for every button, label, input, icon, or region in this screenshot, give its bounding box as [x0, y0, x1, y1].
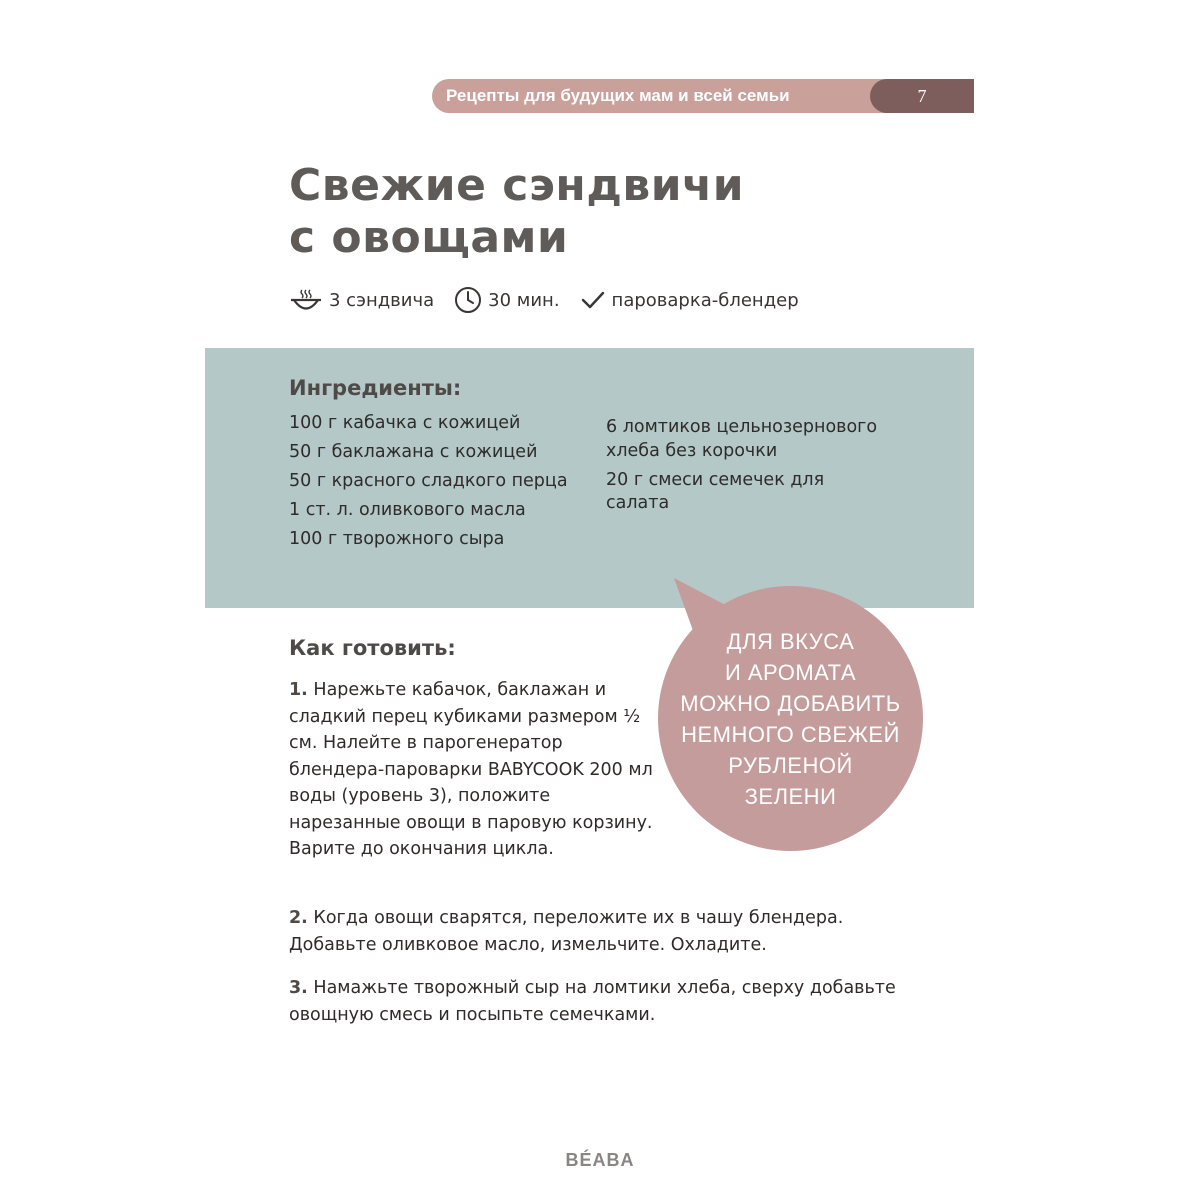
ingredients-title: Ингредиенты:: [289, 376, 462, 400]
cook-time-label: 30 мин.: [488, 289, 560, 311]
method-step: [289, 677, 659, 863]
step-text: Намажьте творожный сыр на ломтики хлеба, сверху добавьте овощную смесь и посыпьте семечками.: [289, 978, 896, 1025]
recipe-title-line-1: Свежие сэндвичи: [289, 160, 745, 211]
ingredient-item: 50 г красного сладкого перца: [289, 471, 568, 491]
page-number: 7: [917, 86, 927, 106]
appliance: [580, 289, 799, 311]
step-text: Нарежьте кабачок, баклажан и сладкий перец кубиками размером ½ см. Налейте в парогенератор блендера-пароварки BABYCOOK 200 мл воды (уровень 3), положите нарезанные овощи в паровую корзину. Варите до окончания цикла.: [289, 680, 653, 859]
checkmark-icon: [580, 289, 606, 311]
method-step: [289, 975, 929, 1028]
servings-label: 3 сэндвича: [329, 289, 435, 311]
ingredients-panel: [205, 348, 974, 608]
ingredient-item: 50 г баклажана с кожицей: [289, 442, 538, 462]
recipe-title-line-2: с овощами: [289, 212, 569, 263]
step-text: Когда овощи сварятся, переложите их в чашу блендера. Добавьте оливковое масло, измельчите. Охладите.: [289, 908, 844, 955]
recipe-meta: [289, 284, 819, 316]
bowl-steam-icon: [289, 287, 323, 313]
beaba-logo: BÉABA: [565, 1150, 635, 1170]
header-bar: [432, 79, 974, 113]
tip-line: ЗЕЛЕНИ: [744, 784, 837, 809]
clock-icon: [454, 286, 482, 314]
ingredient-item: 1 ст. л. оливкового масла: [289, 500, 526, 520]
header-title: Рецепты для будущих мам и всей семьи: [446, 86, 790, 105]
tip-line: И АРОМАТА: [724, 660, 857, 685]
tip-line: РУБЛЕНОЙ: [728, 753, 853, 778]
tip-line: НЕМНОГО СВЕЖЕЙ: [681, 722, 900, 747]
page-number-box: [870, 79, 974, 113]
tip-text: [658, 626, 923, 812]
ingredients-list-left: [289, 412, 589, 557]
step-number: 2.: [289, 908, 308, 928]
ingredient-item: 100 г творожного сыра: [289, 529, 505, 549]
ingredient-item: 100 г кабачка с кожицей: [289, 413, 521, 433]
tip-line: МОЖНО ДОБАВИТЬ: [680, 691, 901, 716]
appliance-label: пароварка-блендер: [611, 289, 799, 311]
step-number: 3.: [289, 978, 308, 998]
ingredients-list-right: [606, 416, 886, 521]
method-step: [289, 905, 929, 958]
servings: [289, 287, 434, 313]
ingredient-item: 20 г смеси семечек для салата: [606, 469, 825, 513]
method-title: Как готовить:: [289, 636, 456, 660]
ingredient-item: 6 ломтиков цельнозернового хлеба без корочки: [606, 417, 878, 461]
step-number: 1.: [289, 680, 308, 700]
cook-time: [454, 286, 559, 314]
tip-line: ДЛЯ ВКУСА: [726, 629, 855, 654]
recipe-title: [289, 160, 744, 264]
tip-bubble: [658, 586, 923, 851]
